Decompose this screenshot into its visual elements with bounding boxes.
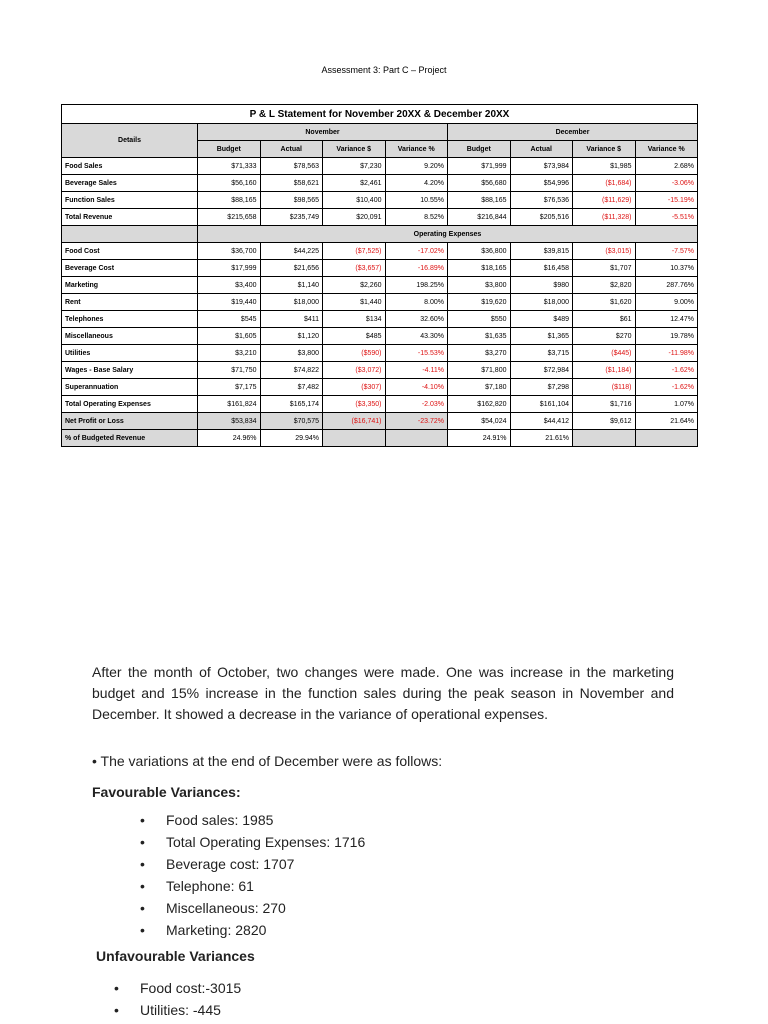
list-item-text: Beverage cost: 1707 <box>166 856 295 872</box>
table-cell: $1,707 <box>573 260 636 277</box>
column-header: Variance % <box>635 141 698 158</box>
table-cell: $61 <box>573 311 636 328</box>
table-cell: $3,400 <box>198 277 261 294</box>
row-label: Total Operating Expenses <box>62 396 198 413</box>
row-label: Beverage Sales <box>62 175 198 192</box>
table-cell: $53,834 <box>198 413 261 430</box>
list-item-text: Total Operating Expenses: 1716 <box>166 834 366 850</box>
table-cell: $411 <box>260 311 323 328</box>
table-cell: $18,165 <box>448 260 511 277</box>
table-cell: $56,680 <box>448 175 511 192</box>
table-cell: ($3,657) <box>323 260 386 277</box>
column-header: Actual <box>260 141 323 158</box>
pct-budget-row <box>62 430 698 447</box>
table-cell: $7,482 <box>260 379 323 396</box>
table-cell: $44,225 <box>260 243 323 260</box>
table-cell: $2,820 <box>573 277 636 294</box>
column-header: Budget <box>448 141 511 158</box>
table-cell: $71,800 <box>448 362 511 379</box>
table-cell: $205,516 <box>510 209 573 226</box>
table-cell: ($445) <box>573 345 636 362</box>
document-title: Assessment 3: Part C – Project <box>321 65 447 75</box>
row-label: Marketing <box>62 277 198 294</box>
table-cell: $16,458 <box>510 260 573 277</box>
column-header: Variance $ <box>573 141 636 158</box>
list-item <box>140 853 365 875</box>
table-cell: $39,815 <box>510 243 573 260</box>
column-header: Variance $ <box>323 141 386 158</box>
table-cell: 8.52% <box>385 209 448 226</box>
table-cell: $3,715 <box>510 345 573 362</box>
table-row <box>62 277 698 294</box>
list-item <box>140 897 365 919</box>
table-cell: $44,412 <box>510 413 573 430</box>
table-cell: $70,575 <box>260 413 323 430</box>
net-profit-row <box>62 413 698 430</box>
table-cell: $72,984 <box>510 362 573 379</box>
table-cell: $1,716 <box>573 396 636 413</box>
table-cell: 8.00% <box>385 294 448 311</box>
list-item-text: Marketing: 2820 <box>166 922 267 938</box>
row-label: Rent <box>62 294 198 311</box>
column-header: Budget <box>198 141 261 158</box>
table-row <box>62 345 698 362</box>
table-cell: ($1,184) <box>573 362 636 379</box>
bullet-icon: • <box>140 900 145 916</box>
table-row <box>62 243 698 260</box>
table-row <box>62 362 698 379</box>
table-title: P & L Statement for November 20XX & December 20XX <box>62 105 698 124</box>
table-cell: $270 <box>573 328 636 345</box>
table-cell: $19,620 <box>448 294 511 311</box>
list-item <box>140 919 365 941</box>
table-cell: $485 <box>323 328 386 345</box>
table-cell: $7,175 <box>198 379 261 396</box>
list-item <box>114 977 241 999</box>
table-cell: $216,844 <box>448 209 511 226</box>
table-cell: $76,536 <box>510 192 573 209</box>
table-cell: $7,180 <box>448 379 511 396</box>
favourable-list <box>140 809 365 941</box>
table-cell: 198.25% <box>385 277 448 294</box>
table-cell: $10,400 <box>323 192 386 209</box>
table-cell: $2,461 <box>323 175 386 192</box>
table-cell: 43.30% <box>385 328 448 345</box>
table-cell: -23.72% <box>385 413 448 430</box>
row-label: Function Sales <box>62 192 198 209</box>
table-cell: 2.68% <box>635 158 698 175</box>
table-cell: $88,165 <box>448 192 511 209</box>
table-row <box>62 379 698 396</box>
row-label: Beverage Cost <box>62 260 198 277</box>
table-cell: $78,563 <box>260 158 323 175</box>
table-cell: 21.64% <box>635 413 698 430</box>
table-cell: -15.53% <box>385 345 448 362</box>
december-header: December <box>448 124 698 141</box>
table-cell: $36,800 <box>448 243 511 260</box>
row-label: Wages - Base Salary <box>62 362 198 379</box>
bullet-icon: • <box>114 980 119 996</box>
table-cell: $7,230 <box>323 158 386 175</box>
table-cell: 24.96% <box>198 430 261 447</box>
row-label: Food Sales <box>62 158 198 175</box>
bullet-icon: • <box>140 922 145 938</box>
row-label: Superannuation <box>62 379 198 396</box>
table-cell: ($11,328) <box>573 209 636 226</box>
table-cell: $3,800 <box>448 277 511 294</box>
table-cell: $235,749 <box>260 209 323 226</box>
table-cell: ($3,350) <box>323 396 386 413</box>
bullet-icon: • <box>140 812 145 828</box>
table-cell: -3.06% <box>635 175 698 192</box>
column-header: Variance % <box>385 141 448 158</box>
table-cell: $19,440 <box>198 294 261 311</box>
table-cell: 24.91% <box>448 430 511 447</box>
table-row <box>62 192 698 209</box>
unfavourable-list <box>114 977 241 1021</box>
table-cell: $17,999 <box>198 260 261 277</box>
row-label: Food Cost <box>62 243 198 260</box>
list-item-text: Food cost:-3015 <box>140 980 242 996</box>
table-cell: 287.76% <box>635 277 698 294</box>
table-row <box>62 294 698 311</box>
bullet-icon: • <box>114 1002 119 1018</box>
table-cell: $54,996 <box>510 175 573 192</box>
table-cell <box>573 430 636 447</box>
table-cell: $71,999 <box>448 158 511 175</box>
row-label: Miscellaneous <box>62 328 198 345</box>
table-row <box>62 158 698 175</box>
table-row <box>62 260 698 277</box>
table-cell: 19.78% <box>635 328 698 345</box>
table-cell: $1,620 <box>573 294 636 311</box>
table-cell: $161,824 <box>198 396 261 413</box>
table-cell: $20,091 <box>323 209 386 226</box>
table-cell: $1,120 <box>260 328 323 345</box>
row-label: Telephones <box>62 311 198 328</box>
table-cell: 9.00% <box>635 294 698 311</box>
table-cell: $2,260 <box>323 277 386 294</box>
table-cell: -7.57% <box>635 243 698 260</box>
table-cell: -11.98% <box>635 345 698 362</box>
table-row <box>62 209 698 226</box>
table-cell: ($7,525) <box>323 243 386 260</box>
list-item-text: Utilities: -445 <box>140 1002 221 1018</box>
table-cell: $58,621 <box>260 175 323 192</box>
table-cell: 10.55% <box>385 192 448 209</box>
table-cell: -2.03% <box>385 396 448 413</box>
table-cell: -5.51% <box>635 209 698 226</box>
row-label: Net Profit or Loss <box>62 413 198 430</box>
november-header: November <box>198 124 448 141</box>
table-cell: 9.20% <box>385 158 448 175</box>
table-cell: $74,822 <box>260 362 323 379</box>
table-cell <box>323 430 386 447</box>
table-cell: $36,700 <box>198 243 261 260</box>
row-label: Total Revenue <box>62 209 198 226</box>
table-cell: $162,820 <box>448 396 511 413</box>
table-cell: $1,140 <box>260 277 323 294</box>
table-cell: $215,658 <box>198 209 261 226</box>
table-cell: -16.89% <box>385 260 448 277</box>
table-cell: $71,333 <box>198 158 261 175</box>
list-item-text: Food sales: 1985 <box>166 812 274 828</box>
table-cell: $3,270 <box>448 345 511 362</box>
table-cell: $88,165 <box>198 192 261 209</box>
table-cell: -4.11% <box>385 362 448 379</box>
bullet-icon: • <box>140 856 145 872</box>
unfavourable-heading: Unfavourable Variances <box>96 948 255 964</box>
table-cell: $489 <box>510 311 573 328</box>
list-item-text: Miscellaneous: 270 <box>166 900 286 916</box>
table-cell: ($118) <box>573 379 636 396</box>
table-cell: -17.02% <box>385 243 448 260</box>
table-row <box>62 396 698 413</box>
table-cell: ($3,015) <box>573 243 636 260</box>
table-cell: 32.60% <box>385 311 448 328</box>
table-cell: ($16,741) <box>323 413 386 430</box>
table-cell <box>385 430 448 447</box>
table-cell: $7,298 <box>510 379 573 396</box>
details-header: Details <box>62 124 198 158</box>
table-cell: $550 <box>448 311 511 328</box>
table-cell: $54,024 <box>448 413 511 430</box>
list-item <box>140 809 365 831</box>
table-cell: ($590) <box>323 345 386 362</box>
summary-paragraph: After the month of October, two changes were made. One was increase in the marketing budget and 15% increase in the function sales during the peak season in November and December. It showed a decrease in the variance of operational expenses. <box>92 664 674 722</box>
table-row <box>62 175 698 192</box>
table-cell <box>635 430 698 447</box>
table-cell: ($307) <box>323 379 386 396</box>
table-cell: 21.61% <box>510 430 573 447</box>
table-cell: $980 <box>510 277 573 294</box>
table-cell: $18,000 <box>510 294 573 311</box>
table-cell: $3,800 <box>260 345 323 362</box>
column-header: Actual <box>510 141 573 158</box>
table-cell: ($11,629) <box>573 192 636 209</box>
table-cell: $21,656 <box>260 260 323 277</box>
table-cell: $161,104 <box>510 396 573 413</box>
table-cell: 29.94% <box>260 430 323 447</box>
list-item <box>140 831 365 853</box>
table-cell: $3,210 <box>198 345 261 362</box>
table-cell: 12.47% <box>635 311 698 328</box>
table-cell: $134 <box>323 311 386 328</box>
table-cell: -1.62% <box>635 379 698 396</box>
list-item-text: Telephone: 61 <box>166 878 254 894</box>
table-cell: -1.62% <box>635 362 698 379</box>
pl-statement-table <box>61 104 698 447</box>
table-cell: $56,160 <box>198 175 261 192</box>
table-cell: 4.20% <box>385 175 448 192</box>
table-cell: $1,365 <box>510 328 573 345</box>
table-cell: $1,635 <box>448 328 511 345</box>
bullet-icon: • <box>140 834 145 850</box>
table-cell: $73,984 <box>510 158 573 175</box>
bullet-icon: • <box>140 878 145 894</box>
table-cell: $545 <box>198 311 261 328</box>
operating-expenses-header: Operating Expenses <box>198 226 698 243</box>
table-cell: $1,605 <box>198 328 261 345</box>
table-cell: ($1,684) <box>573 175 636 192</box>
table-cell: $165,174 <box>260 396 323 413</box>
table-row <box>62 311 698 328</box>
table-cell: $18,000 <box>260 294 323 311</box>
table-cell: 10.37% <box>635 260 698 277</box>
table-cell: ($3,072) <box>323 362 386 379</box>
variations-intro: • The variations at the end of December were as follows: <box>92 753 443 769</box>
table-cell: -4.10% <box>385 379 448 396</box>
table-cell: $71,750 <box>198 362 261 379</box>
favourable-heading: Favourable Variances: <box>92 784 241 800</box>
table-row <box>62 328 698 345</box>
table-cell: $9,612 <box>573 413 636 430</box>
table-cell: $98,565 <box>260 192 323 209</box>
table-cell: $1,985 <box>573 158 636 175</box>
list-item <box>114 999 241 1021</box>
row-label: Utilities <box>62 345 198 362</box>
table-cell: -15.19% <box>635 192 698 209</box>
table-cell: 1.07% <box>635 396 698 413</box>
table-cell: $1,440 <box>323 294 386 311</box>
row-label: % of Budgeted Revenue <box>62 430 198 447</box>
list-item <box>140 875 365 897</box>
